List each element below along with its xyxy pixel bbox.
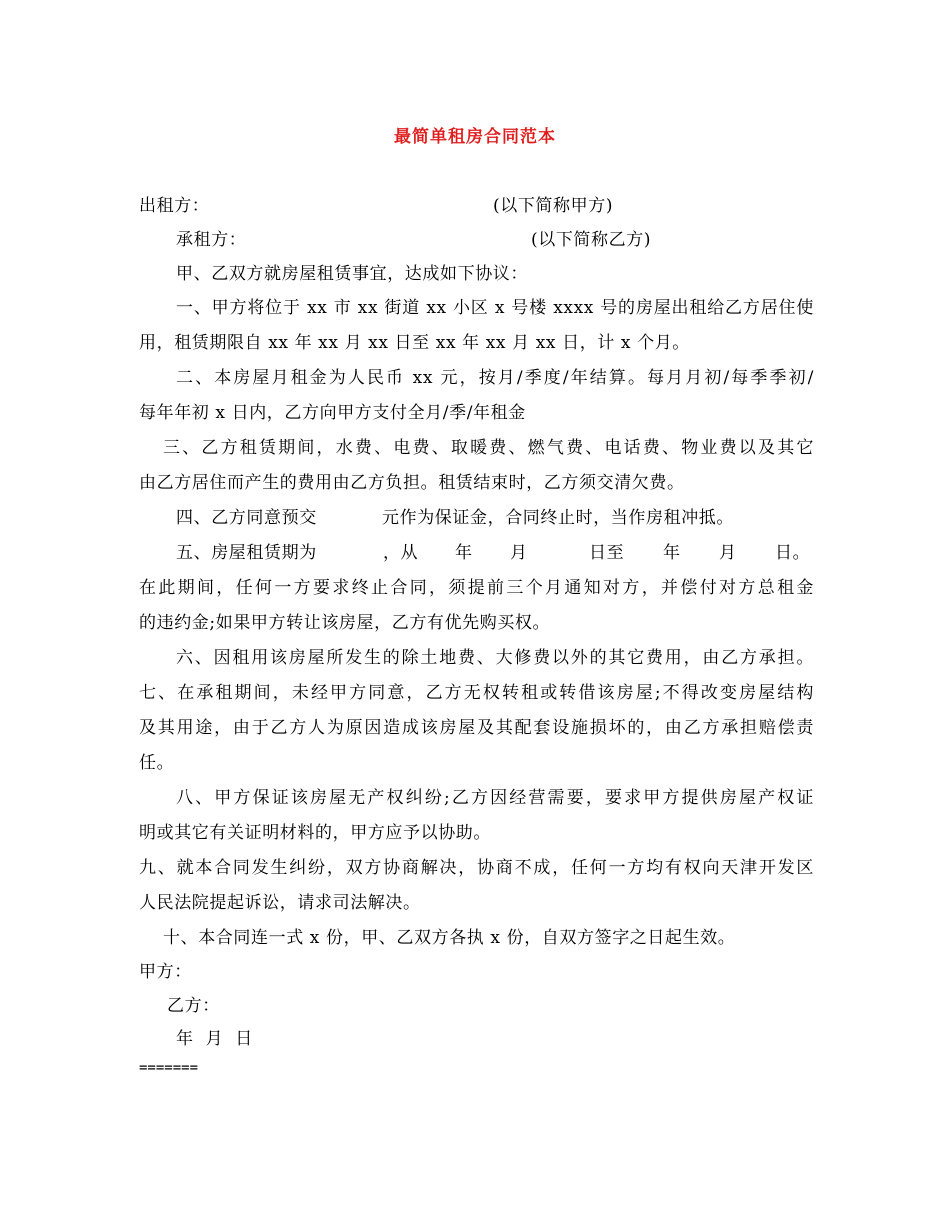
clause-7-line-1: 七、在承租期间，未经甲方同意，乙方无权转租或转借该房屋;不得改变房屋结构 [139,683,814,703]
lessee-alias: (以下简称乙方) [531,230,652,250]
clause-7-line-3: 任。 [139,753,175,773]
clause-8-line-2: 明或其它有关证明材料的，甲方应予以协助。 [139,823,491,843]
clause-3-line-2: 由乙方居住而产生的费用由乙方负担。租赁结束时，乙方须交清欠费。 [139,473,685,493]
clause-5-part-d: 月 [510,543,528,563]
signature-date: 年 月 日 [176,1029,253,1049]
clause-7-line-2: 及其用途，由于乙方人为原因造成该房屋及其配套设施损坏的，由乙方承担赔偿责 [139,718,814,738]
clause-9-line-1: 九、就本合同发生纠纷，双方协商解决，协商不成，任何一方均有权向天津开发区 [139,858,814,878]
clause-2-line-1: 二、本房屋月租金为人民币 xx 元，按月/季度/年结算。每月月初/每季季初/ [176,368,814,388]
document-title: 最简单租房合同范本 [394,127,556,147]
clause-5-part-a: 五、房屋租赁期为 [176,543,317,563]
clause-2-line-2: 每年年初 x 日内，乙方向甲方支付全月/季/年租金 [139,403,526,423]
clause-1-line-1: 一、甲方将位于 xx 市 xx 街道 xx 小区 x 号楼 xxxx 号的房屋出租给乙方居住使 [176,298,814,318]
clause-5-part-g: 月 [719,543,737,563]
clause-3-line-1: 三、乙方租赁期间，水费、电费、取暖费、燃气费、电话费、物业费以及其它 [163,438,814,458]
clause-5-part-e: 日至 [589,543,625,563]
clause-5-part-h: 日。 [775,543,811,563]
intro-text: 甲、乙双方就房屋租赁事宜，达成如下协议： [176,264,528,284]
lessor-alias: (以下简称甲方) [493,196,614,216]
lessor-label: 出租方： [139,196,210,216]
clause-5-part-c: 年 [455,543,473,563]
clause-4-part-a: 四、乙方同意预交 [176,508,317,528]
clause-9-line-2: 人民法院提起诉讼，请求司法解决。 [139,893,421,913]
clause-1-line-2: 用，租赁期限自 xx 年 xx 月 xx 日至 xx 年 xx 月 xx 日，计 x 个月。 [139,333,690,353]
clause-8-line-1: 八、甲方保证该房屋无产权纠纷;乙方因经营需要，要求甲方提供房屋产权证 [176,788,814,808]
clause-5-line-3: 的违约金;如果甲方转让该房屋，乙方有优先购买权。 [139,613,551,633]
clause-4-part-b: 元作为保证金，合同终止时，当作房租冲抵。 [382,508,734,528]
signature-party-b: 乙方： [167,996,220,1016]
clause-5-part-f: 年 [663,543,681,563]
clause-5-line-2: 在此期间，任何一方要求终止合同，须提前三个月通知对方，并偿付对方总租金 [139,578,814,598]
clause-10-line: 十、本合同连一式 x 份，甲、乙双方各执 x 份，自双方签字之日起生效。 [163,928,736,948]
clause-5-part-b: ，从 [383,543,419,563]
clause-6-line: 六、因租用该房屋所发生的除土地费、大修费以外的其它费用，由乙方承担。 [176,648,814,668]
separator-line: ======= [139,1060,199,1076]
lessee-label: 承租方： [176,230,247,250]
signature-party-a: 甲方： [139,962,192,982]
